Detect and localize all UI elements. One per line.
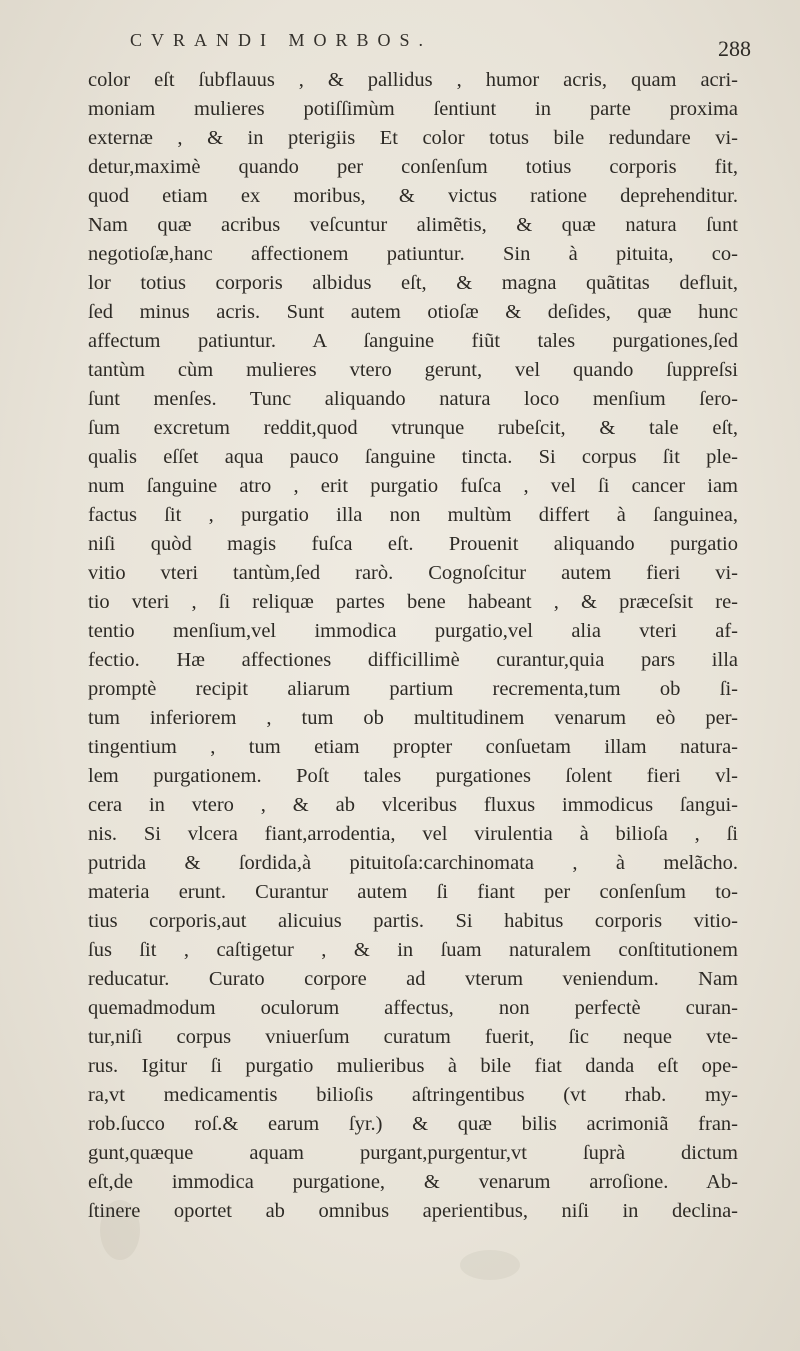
- text-line: tingentium , tum etiam propter conſuetam illam natura-: [88, 736, 738, 758]
- text-line: color eſt ſubflauus , & pallidus , humor acris, quam acri-: [88, 69, 738, 91]
- text-line: rus. Igitur ſi purgatio mulieribus à bile fiat danda eſt ope-: [88, 1055, 738, 1077]
- text-line: moniam mulieres potiſſimùm ſentiunt in parte proxima: [88, 98, 738, 120]
- text-line: putrida & ſordida,à pituitoſa:carchinomata , à melãcho.: [88, 852, 738, 874]
- page-number: 288: [718, 36, 751, 61]
- text-line: externæ , & in pterigiis Et color totus bile redundare vi-: [88, 127, 738, 149]
- text-line: tius corporis,aut alicuius partis. Si habitus corporis vitio-: [88, 910, 738, 932]
- text-line: num ſanguine atro , erit purgatio fuſca , vel ſi cancer iam: [88, 475, 738, 497]
- paper-stain: [460, 1250, 520, 1280]
- body-text: [88, 66, 738, 1226]
- text-line: negotioſæ,hanc affectionem patiuntur. Sin à pituita, co-: [88, 243, 738, 265]
- text-line: quemadmodum oculorum affectus, non perfectè curan-: [88, 997, 738, 1019]
- text-line: ſtinere oportet ab omnibus aperientibus, niſi in declina-: [88, 1200, 738, 1222]
- text-line: niſi quòd magis fuſca eſt. Prouenit aliquando purgatio: [88, 533, 738, 555]
- running-head: CVRANDI MORBOS.: [130, 30, 433, 50]
- text-line: detur,maximè quando per conſenſum totius corporis fit,: [88, 156, 738, 178]
- text-line: ra,vt medicamentis bilioſis aſtringentibus (vt rhab. my-: [88, 1084, 738, 1106]
- text-line: lor totius corporis albidus eſt, & magna quãtitas defluit,: [88, 272, 738, 294]
- text-line: promptè recipit aliarum partium recrementa,tum ob ſi-: [88, 678, 738, 700]
- text-line: rob.ſucco roſ.& earum ſyr.) & quæ bilis acrimoniã fran-: [88, 1113, 738, 1135]
- text-line: vitio vteri tantùm,ſed rarò. Cognoſcitur autem fieri vi-: [88, 562, 738, 584]
- text-line: tio vteri , ſi reliquæ partes bene habeant , & præceſsit re-: [88, 591, 738, 613]
- text-line: ſus ſit , caſtigetur , & in ſuam naturalem conſtitutionem: [88, 939, 738, 961]
- text-line: ſunt menſes. Tunc aliquando natura loco menſium ſero-: [88, 388, 738, 410]
- text-line: Nam quæ acribus veſcuntur alimẽtis, & quæ natura ſunt: [88, 214, 738, 236]
- text-line: nis. Si vlcera fiant,arrodentia, vel virulentia à bilioſa , ſi: [88, 823, 738, 845]
- text-line: factus ſit , purgatio illa non multùm differt à ſanguinea,: [88, 504, 738, 526]
- text-line: materia erunt. Curantur autem ſi fiant per conſenſum to-: [88, 881, 738, 903]
- text-line: eſt,de immodica purgatione, & venarum arroſione. Ab-: [88, 1171, 738, 1193]
- text-line: reducatur. Curato corpore ad vterum veniendum. Nam: [88, 968, 738, 990]
- text-line: tentio menſium,vel immodica purgatio,vel alia vteri af-: [88, 620, 738, 642]
- text-line: tantùm cùm mulieres vtero gerunt, vel quando ſuppreſsi: [88, 359, 738, 381]
- text-line: tum inferiorem , tum ob multitudinem venarum eò per-: [88, 707, 738, 729]
- text-line: qualis eſſet aqua pauco ſanguine tincta. Si corpus ſit ple-: [88, 446, 738, 468]
- text-line: ſum excretum reddit,quod vtrunque rubeſcit, & tale eſt,: [88, 417, 738, 439]
- text-line: quod etiam ex moribus, & victus ratione deprehenditur.: [88, 185, 738, 207]
- text-line: cera in vtero , & ab vlceribus fluxus immodicus ſangui-: [88, 794, 738, 816]
- text-line: ſed minus acris. Sunt autem otioſæ & deſides, quæ hunc: [88, 301, 738, 323]
- text-line: fectio. Hæ affectiones difficillimè curantur,quia pars illa: [88, 649, 738, 671]
- text-line: affectum patiuntur. A ſanguine fiũt tales purgationes,ſed: [88, 330, 738, 352]
- text-line: lem purgationem. Poſt tales purgationes ſolent fieri vl-: [88, 765, 738, 787]
- text-line: gunt,quæque aquam purgant,purgentur,vt ſuprà dictum: [88, 1142, 738, 1164]
- text-line: tur,niſi corpus vniuerſum curatum fuerit, ſic neque vte-: [88, 1026, 738, 1048]
